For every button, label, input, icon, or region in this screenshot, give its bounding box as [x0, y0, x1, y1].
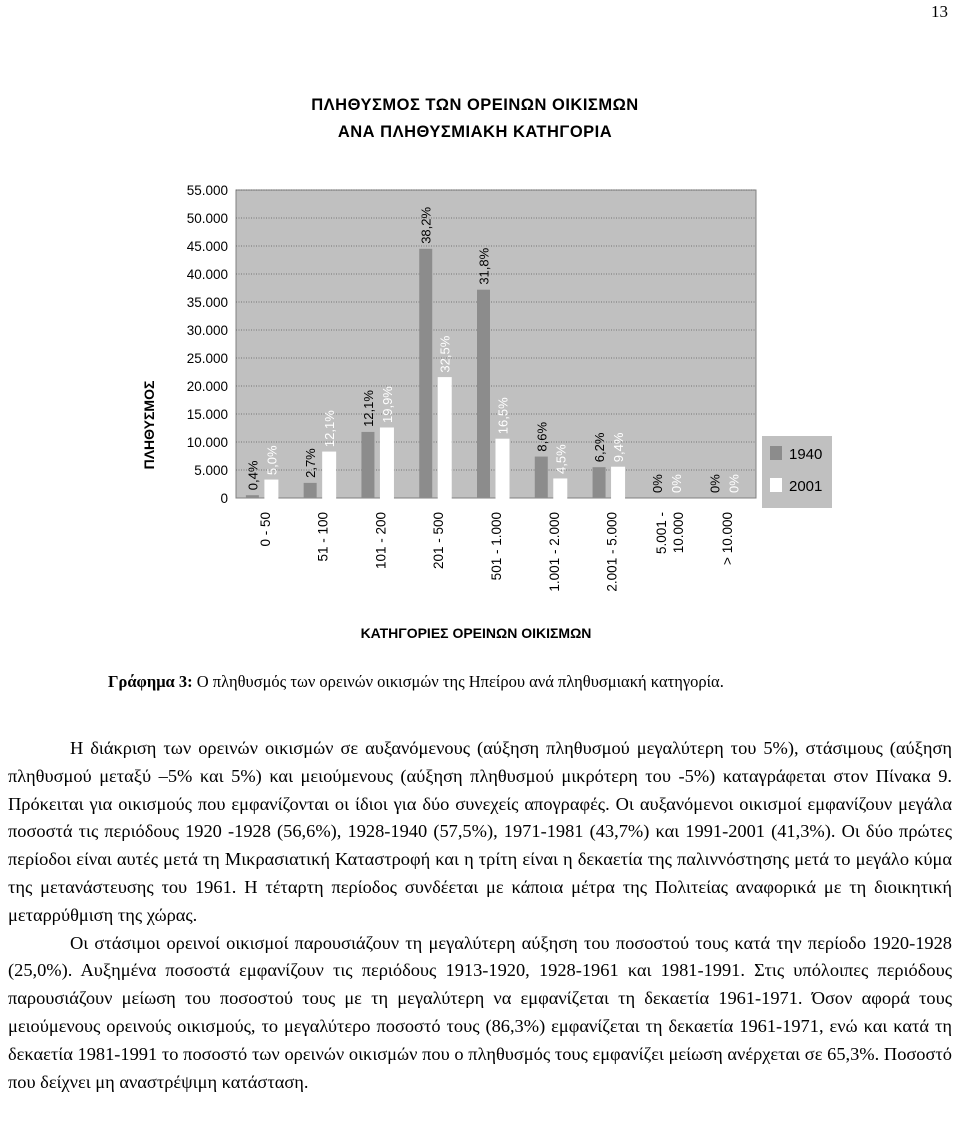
- x-tick-label: 5.001 -: [653, 512, 669, 555]
- bar-1940: [361, 432, 374, 498]
- x-tick-label: 2.001 - 5.000: [604, 512, 620, 592]
- bar-1940: [535, 457, 548, 498]
- x-axis-label: ΚΑΤΗΓΟΡΙΕΣ ΟΡΕΙΝΩΝ ΟΙΚΙΣΜΩΝ: [360, 625, 592, 641]
- chart-title: ΑΝΑ ΠΛΗΘΥΣΜΙΑΚΗ ΚΑΤΗΓΟΡΙΑ: [337, 123, 613, 141]
- y-tick-label: 5.000: [194, 463, 228, 478]
- y-tick-label: 55.000: [186, 183, 228, 198]
- data-label-2001: 32,5%: [437, 335, 453, 373]
- y-tick-label: 50.000: [186, 211, 228, 226]
- y-tick-label: 10.000: [186, 435, 228, 450]
- data-label-2001: 9,4%: [611, 432, 627, 463]
- chart-title: ΠΛΗΘΥΣΜΟΣ ΤΩΝ ΟΡΕΙΝΩΝ ΟΙΚΙΣΜΩΝ: [311, 96, 639, 114]
- x-tick-label: 51 - 100: [315, 512, 331, 562]
- bar-1940: [419, 249, 432, 498]
- x-tick-label: 201 - 500: [431, 512, 447, 570]
- bar-2001: [438, 378, 451, 498]
- x-tick-label: 101 - 200: [373, 512, 389, 570]
- data-label-1940: 6,2%: [592, 432, 608, 463]
- bar-2001: [612, 467, 625, 498]
- data-label-1940: 8,6%: [534, 421, 550, 452]
- data-label-2001: 16,5%: [495, 397, 511, 435]
- page-number: 13: [931, 2, 948, 21]
- bar-2001: [380, 428, 393, 498]
- data-label-1940: 0%: [649, 474, 665, 493]
- legend-swatch-2001: [770, 478, 782, 492]
- y-tick-label: 0: [220, 491, 228, 506]
- data-label-2001: 0%: [726, 474, 742, 493]
- data-label-1940: 12,1%: [360, 390, 376, 427]
- y-axis-label: ΠΛΗΘΥΣΜΟΣ: [141, 380, 157, 470]
- bar-1940: [246, 495, 259, 498]
- y-tick-label: 45.000: [186, 239, 228, 254]
- x-tick-label: 0 - 50: [257, 512, 273, 547]
- y-tick-label: 25.000: [186, 351, 228, 366]
- x-tick-label: 1.001 - 2.000: [546, 512, 562, 592]
- data-label-1940: 31,8%: [476, 247, 492, 285]
- x-tick-label: 10.000: [670, 512, 686, 554]
- bar-2001: [323, 452, 336, 498]
- legend-swatch-1940: [770, 446, 782, 460]
- figure-caption: [108, 672, 724, 692]
- y-tick-label: 40.000: [186, 267, 228, 282]
- data-label-2001: 0%: [668, 474, 684, 493]
- bar-1940: [477, 290, 490, 498]
- data-label-1940: 38,2%: [418, 206, 434, 244]
- data-label-1940: 2,7%: [303, 448, 319, 478]
- bar-2001: [265, 480, 278, 498]
- data-label-2001: 5,0%: [264, 445, 280, 476]
- body-text: [8, 735, 952, 1096]
- data-label-2001: 4,5%: [553, 444, 569, 474]
- y-tick-label: 30.000: [186, 323, 228, 338]
- legend-label-1940: 1940: [789, 446, 823, 463]
- data-label-1940: 0,4%: [245, 460, 261, 491]
- bar-2001: [554, 479, 567, 498]
- caption-label: Γράφημα 3:: [108, 672, 193, 691]
- caption-text: Ο πληθυσμός των ορεινών οικισμών της Ηπείρου ανά πληθυσμιακή κατηγορία.: [192, 672, 724, 691]
- y-tick-label: 15.000: [186, 407, 228, 422]
- legend-label-2001: 2001: [789, 478, 823, 495]
- bar-1940: [593, 467, 606, 498]
- data-label-1940: 0%: [707, 474, 723, 493]
- bar-2001: [496, 439, 509, 498]
- x-tick-label: 501 - 1.000: [489, 512, 504, 581]
- bar-1940: [304, 483, 317, 498]
- data-label-2001: 19,9%: [379, 386, 395, 423]
- y-tick-label: 35.000: [186, 295, 228, 310]
- population-chart: [0, 80, 960, 660]
- paragraph: Η διάκριση των ορεινών οικισμών σε αυξανόμενους (αύξηση πληθυσμού μεγαλύτερη του 5%), στάσιμους (αύξηση πληθυσμού μεταξύ –5% και 5%) και μειούμενους (αύξηση πληθυσμού μικρότερη του -5%) καταγράφεται στον Πίνακα 9. Πρόκειται για οικισμούς που εμφανίζονται οι ίδιοι για δύο συνεχείς απογραφές. Οι αυξανόμενοι οικισμοί εμφανίζουν μεγάλα ποσοστά τις περιόδους 1920 -1928 (56,6%), 1928-1940 (57,5%), 1971-1981 (43,7%) και 1991-2001 (41,3%). Οι δύο πρώτες περίοδοι είναι αυτές μετά τη Μικρασιατική Καταστροφή και η τρίτη είναι η δεκαετία της παλιννόστησης μετά το μεγάλο κύμα της μετανάστευσης του 1961. Η τέταρτη περίοδος συνδέεται με κάποια μέτρα της Πολιτείας αναφορικά με τη διοικητική μεταρρύθμιση της χώρας.: [8, 738, 952, 925]
- data-label-2001: 12,1%: [322, 410, 338, 448]
- y-tick-label: 20.000: [186, 379, 228, 394]
- x-tick-label: > 10.000: [720, 512, 736, 565]
- paragraph: Οι στάσιμοι ορεινοί οικισμοί παρουσιάζουν τη μεγαλύτερη αύξηση του ποσοστού τους κατά την περίοδο 1920-1928 (25,0%). Αυξημένα ποσοστά εμφανίζουν τις περιόδους 1913-1920, 1928-1961 και 1981-1991. Στις υπόλοιπες περιόδους παρουσιάζουν μείωση του ποσοστού τους με τη μεγαλύτερη να εμφανίζεται τη δεκαετία 1961-1971. Όσον αφορά τους μειούμενους ορεινούς οικισμούς, το μεγαλύτερο ποσοστό τους (86,3%) εμφανίζεται τη δεκαετία 1961-1971, ενώ και κατά τη δεκαετία 1981-1991 το ποσοστό των ορεινών οικισμών που ο πληθυσμός τους εμφανίζει μείωση ανέρχεται σε 65,3%. Ποσοστό που δείχνει μη αναστρέψιμη κατάσταση.: [8, 932, 952, 1092]
